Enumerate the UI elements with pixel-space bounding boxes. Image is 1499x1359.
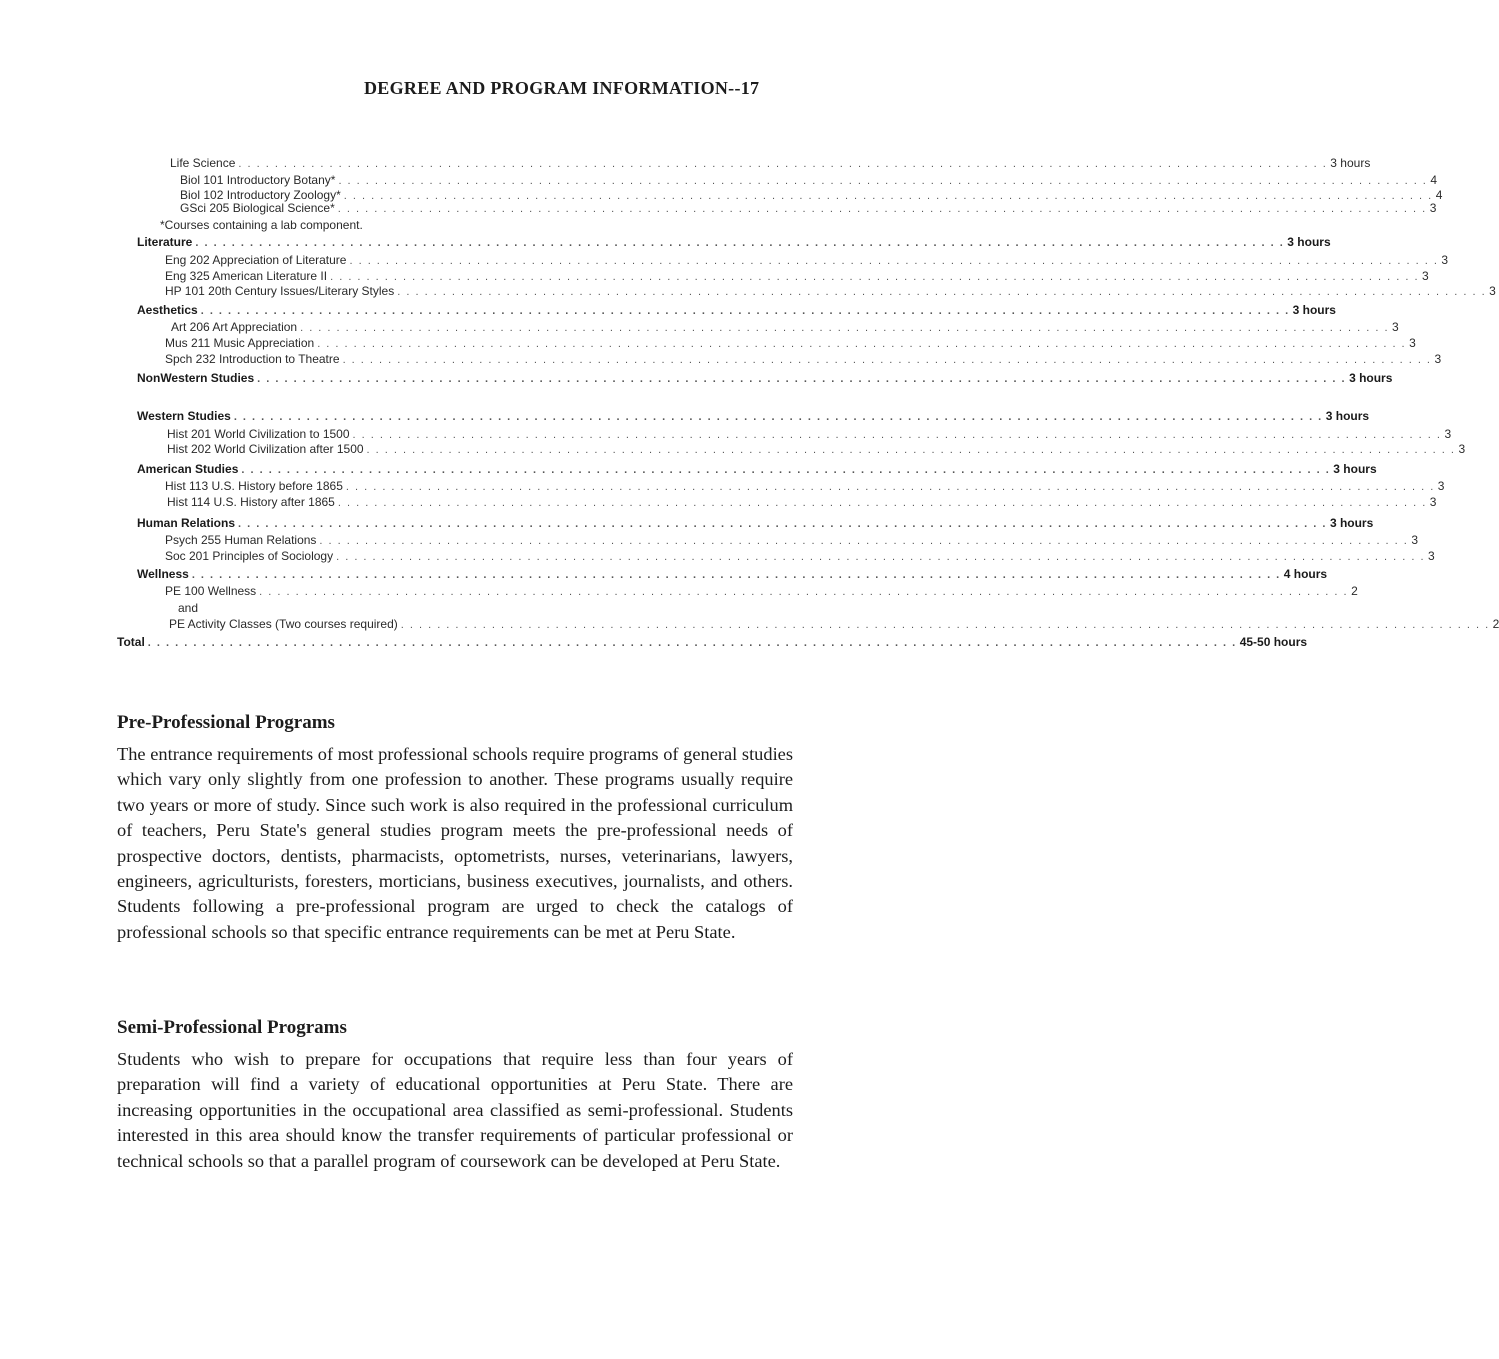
dot-leader: . . . . . . . . . . . . . . . . . . . . . . . . . . . . . . . . . . . . . . . . . . . . . . . . . . . . . . . . . . . . . . . . . . . . . . . . . . . . . . . . . . . . . . . . . . . . . . . . . . . . . . . . . . . . . . . . . . . . . . . . xyxy=(338,175,1428,187)
item-label: Hist 202 World Civilization after 1500 xyxy=(167,442,364,456)
connector-text xyxy=(178,600,740,616)
course-row xyxy=(180,172,1438,188)
item-label: Biol 101 Introductory Botany* xyxy=(180,173,336,187)
item-hours: 3 hours xyxy=(1329,516,1374,530)
category-row xyxy=(137,566,1328,582)
dot-leader: . . . . . . . . . . . . . . . . . . . . . . . . . . . . . . . . . . . . . . . . . . . . . . . . . . . . . . . . . . . . . . . . . . . . . . . . . . . . . . . . . . . . . . . . . . . . . . . . . . . . . . . . . . . . . . . . . . . . . . . . xyxy=(259,586,1349,598)
course-row xyxy=(165,283,1496,299)
dot-leader: . . . . . . . . . . . . . . . . . . . . . . . . . . . . . . . . . . . . . . . . . . . . . . . . . . . . . . . . . . . . . . . . . . . . . . . . . . . . . . . . . . . . . . . . . . . . . . . . . . . . . . . . . . . . . . . . . . . . . . . . xyxy=(336,551,1426,563)
item-label: Spch 232 Introduction to Theatre xyxy=(165,352,340,366)
course-row xyxy=(165,532,1419,548)
category-row xyxy=(137,461,1377,477)
course-row xyxy=(167,441,1466,457)
course-row xyxy=(165,548,1435,564)
item-label: Literature xyxy=(137,235,193,249)
item-label: Art 206 Art Appreciation xyxy=(171,320,298,334)
course-row xyxy=(165,335,1416,351)
category-row xyxy=(137,515,1374,531)
dot-leader: . . . . . . . . . . . . . . . . . . . . . . . . . . . . . . . . . . . . . . . . . . . . . . . . . . . . . . . . . . . . . . . . . . . . . . . . . . . . . . . . . . . . . . . . . . . . . . . . . . . . . . . . . . . . . . . . . . . . . . . . xyxy=(397,286,1487,298)
item-hours: 3 xyxy=(1444,427,1452,441)
course-row xyxy=(171,319,1399,335)
item-hours: 3 xyxy=(1489,284,1496,298)
category-row xyxy=(137,302,1336,318)
item-hours: 3 hours xyxy=(1325,409,1370,423)
footnote xyxy=(160,217,740,233)
item-hours: 4 xyxy=(1430,173,1438,187)
dot-leader: . . . . . . . . . . . . . . . . . . . . . . . . . . . . . . . . . . . . . . . . . . . . . . . . . . . . . . . . . . . . . . . . . . . . . . . . . . . . . . . . . . . . . . . . . . . . . . . . . . . . . . . . . . . . . . . . . . . . . . . . xyxy=(241,464,1331,476)
dot-leader: . . . . . . . . . . . . . . . . . . . . . . . . . . . . . . . . . . . . . . . . . . . . . . . . . . . . . . . . . . . . . . . . . . . . . . . . . . . . . . . . . . . . . . . . . . . . . . . . . . . . . . . . . . . . . . . . . . . . . . . . xyxy=(342,354,1432,366)
item-label: Western Studies xyxy=(137,409,231,423)
category-row xyxy=(137,408,1370,424)
dot-leader: . . . . . . . . . . . . . . . . . . . . . . . . . . . . . . . . . . . . . . . . . . . . . . . . . . . . . . . . . . . . . . . . . . . . . . . . . . . . . . . . . . . . . . . . . . . . . . . . . . . . . . . . . . . . . . . . . . . . . . . . xyxy=(337,203,1427,215)
dot-leader: . . . . . . . . . . . . . . . . . . . . . . . . . . . . . . . . . . . . . . . . . . . . . . . . . . . . . . . . . . . . . . . . . . . . . . . . . . . . . . . . . . . . . . . . . . . . . . . . . . . . . . . . . . . . . . . . . . . . . . . . xyxy=(400,619,1490,631)
item-label: NonWestern Studies xyxy=(137,371,255,385)
dot-leader: . . . . . . . . . . . . . . . . . . . . . . . . . . . . . . . . . . . . . . . . . . . . . . . . . . . . . . . . . . . . . . . . . . . . . . . . . . . . . . . . . . . . . . . . . . . . . . . . . . . . . . . . . . . . . . . . . . . . . . . . xyxy=(147,637,1237,649)
course-row xyxy=(165,268,1429,284)
section-title-semi-professional: Semi-Professional Programs xyxy=(117,1017,347,1038)
course-row xyxy=(167,494,1437,510)
section-title-pre-professional: Pre-Professional Programs xyxy=(117,712,335,733)
item-hours: 3 hours xyxy=(1292,303,1336,317)
dot-leader: . . . . . . . . . . . . . . . . . . . . . . . . . . . . . . . . . . . . . . . . . . . . . . . . . . . . . . . . . . . . . . . . . . . . . . . . . . . . . . . . . . . . . . . . . . . . . . . . . . . . . . . . . . . . . . . . . . . . . . . . xyxy=(337,497,1427,509)
item-hours: 3 xyxy=(1437,479,1445,493)
item-hours: 3 hours xyxy=(1349,371,1393,385)
dot-leader: . . . . . . . . . . . . . . . . . . . . . . . . . . . . . . . . . . . . . . . . . . . . . . . . . . . . . . . . . . . . . . . . . . . . . . . . . . . . . . . . . . . . . . . . . . . . . . . . . . . . . . . . . . . . . . . . . . . . . . . . xyxy=(349,255,1439,267)
item-label: Life Science xyxy=(170,156,236,170)
item-label: Hist 201 World Civilization to 1500 xyxy=(167,427,350,441)
course-row xyxy=(165,351,1442,367)
item-label: HP 101 20th Century Issues/Literary Styles xyxy=(165,284,395,298)
course-row xyxy=(165,252,1449,268)
total-row xyxy=(117,634,1308,650)
section-body-semi-professional: Students who wish to prepare for occupations that require less than four years of preparation will find a variety of educational opportunities at Peru State. There are increasing opportunities in the occupational area classified as semi-professional. Students interested in this area should know the transfer requirements of particular professional or technical schools so that a parallel program of coursework can be developed at Peru State. xyxy=(117,1049,793,1171)
item-label: Total xyxy=(117,635,145,649)
course-row xyxy=(169,616,1499,632)
item-label: *Courses containing a lab component. xyxy=(160,218,363,232)
item-label: Soc 201 Principles of Sociology xyxy=(165,549,334,563)
item-label: Biol 102 Introductory Zoology* xyxy=(180,188,341,202)
item-label: American Studies xyxy=(137,462,239,476)
dot-leader: . . . . . . . . . . . . . . . . . . . . . . . . . . . . . . . . . . . . . . . . . . . . . . . . . . . . . . . . . . . . . . . . . . . . . . . . . . . . . . . . . . . . . . . . . . . . . . . . . . . . . . . . . . . . . . . . . . . . . . . . xyxy=(300,322,1389,334)
dot-leader: . . . . . . . . . . . . . . . . . . . . . . . . . . . . . . . . . . . . . . . . . . . . . . . . . . . . . . . . . . . . . . . . . . . . . . . . . . . . . . . . . . . . . . . . . . . . . . . . . . . . . . . . . . . . . . . . . . . . . . . . xyxy=(330,271,1420,283)
item-label: PE 100 Wellness xyxy=(165,584,257,598)
section-body-pre-professional: The entrance requirements of most professional schools require programs of general studies which vary only slightly from one profession to another. These programs usually require two years or more of study. Since such work is also required in the professional curriculum of teachers, Peru State's general studies program meets the pre-professional needs of prospective doctors, dentists, pharmacists, optometrists, nurses, veterinarians, lawyers, engineers, agriculturists, foresters, morticians, business executives, journalists, and others. Students following a pre-professional program are urged to check the catalogs of professional schools so that specific entrance requirements can be met at Peru State. xyxy=(117,744,793,942)
dot-leader: . . . . . . . . . . . . . . . . . . . . . . . . . . . . . . . . . . . . . . . . . . . . . . . . . . . . . . . . . . . . . . . . . . . . . . . . . . . . . . . . . . . . . . . . . . . . . . . . . . . . . . . . . . . . . . . . . . . . . . . . xyxy=(200,305,1290,317)
dot-leader: . . . . . . . . . . . . . . . . . . . . . . . . . . . . . . . . . . . . . . . . . . . . . . . . . . . . . . . . . . . . . . . . . . . . . . . . . . . . . . . . . . . . . . . . . . . . . . . . . . . . . . . . . . . . . . . . . . . . . . . . xyxy=(233,411,1323,423)
course-row xyxy=(165,583,1358,599)
item-hours: 3 hours xyxy=(1330,156,1371,170)
dot-leader: . . . . . . . . . . . . . . . . . . . . . . . . . . . . . . . . . . . . . . . . . . . . . . . . . . . . . . . . . . . . . . . . . . . . . . . . . . . . . . . . . . . . . . . . . . . . . . . . . . . . . . . . . . . . . . . . . . . . . . . . xyxy=(366,444,1456,456)
dot-leader: . . . . . . . . . . . . . . . . . . . . . . . . . . . . . . . . . . . . . . . . . . . . . . . . . . . . . . . . . . . . . . . . . . . . . . . . . . . . . . . . . . . . . . . . . . . . . . . . . . . . . . . . . . . . . . . . . . . . . . . . xyxy=(345,481,1435,493)
dot-leader: . . . . . . . . . . . . . . . . . . . . . . . . . . . . . . . . . . . . . . . . . . . . . . . . . . . . . . . . . . . . . . . . . . . . . . . . . . . . . . . . . . . . . . . . . . . . . . . . . . . . . . . . . . . . . . . . . . . . . . . . xyxy=(238,158,1328,170)
item-label: Hist 113 U.S. History before 1865 xyxy=(165,479,343,493)
item-hours: 2 xyxy=(1492,617,1499,631)
item-hours: 3 xyxy=(1429,201,1437,215)
dot-leader: . . . . . . . . . . . . . . . . . . . . . . . . . . . . . . . . . . . . . . . . . . . . . . . . . . . . . . . . . . . . . . . . . . . . . . . . . . . . . . . . . . . . . . . . . . . . . . . . . . . . . . . . . . . . . . . . . . . . . . . . xyxy=(191,569,1281,581)
item-label: Psych 255 Human Relations xyxy=(165,533,317,547)
item-label: Aesthetics xyxy=(137,303,198,317)
item-hours: 3 xyxy=(1409,336,1416,350)
item-hours: 45-50 hours xyxy=(1239,635,1308,649)
item-hours: 3 xyxy=(1411,533,1419,547)
item-hours: 3 xyxy=(1434,352,1442,366)
item-hours: 3 xyxy=(1429,495,1437,509)
item-label: Human Relations xyxy=(137,516,236,530)
item-label: Wellness xyxy=(137,567,189,581)
item-hours: 3 xyxy=(1441,253,1449,267)
category-row xyxy=(137,370,1393,386)
course-row xyxy=(180,200,1437,216)
course-row xyxy=(167,426,1452,442)
item-label: PE Activity Classes (Two courses required) xyxy=(169,617,398,631)
dot-leader: . . . . . . . . . . . . . . . . . . . . . . . . . . . . . . . . . . . . . . . . . . . . . . . . . . . . . . . . . . . . . . . . . . . . . . . . . . . . . . . . . . . . . . . . . . . . . . . . . . . . . . . . . . . . . . . . . . . . . . . . xyxy=(238,518,1327,530)
item-label: Mus 211 Music Appreciation xyxy=(165,336,315,350)
item-hours: 3 xyxy=(1392,320,1399,334)
category-row xyxy=(137,234,1331,250)
item-label: Hist 114 U.S. History after 1865 xyxy=(167,495,335,509)
dot-leader: . . . . . . . . . . . . . . . . . . . . . . . . . . . . . . . . . . . . . . . . . . . . . . . . . . . . . . . . . . . . . . . . . . . . . . . . . . . . . . . . . . . . . . . . . . . . . . . . . . . . . . . . . . . . . . . . . . . . . . . . xyxy=(319,535,1409,547)
item-hours: 4 hours xyxy=(1283,567,1328,581)
dot-leader: . . . . . . . . . . . . . . . . . . . . . . . . . . . . . . . . . . . . . . . . . . . . . . . . . . . . . . . . . . . . . . . . . . . . . . . . . . . . . . . . . . . . . . . . . . . . . . . . . . . . . . . . . . . . . . . . . . . . . . . . xyxy=(195,237,1285,249)
item-label: Eng 202 Appreciation of Literature xyxy=(165,253,347,267)
item-hours: 3 hours xyxy=(1333,462,1377,476)
item-hours: 4 xyxy=(1435,188,1443,202)
item-hours: 2 xyxy=(1351,584,1358,598)
item-label: GSci 205 Biological Science* xyxy=(180,201,335,215)
dot-leader: . . . . . . . . . . . . . . . . . . . . . . . . . . . . . . . . . . . . . . . . . . . . . . . . . . . . . . . . . . . . . . . . . . . . . . . . . . . . . . . . . . . . . . . . . . . . . . . . . . . . . . . . . . . . . . . . . . . . . . . . xyxy=(343,190,1433,202)
dot-leader: . . . . . . . . . . . . . . . . . . . . . . . . . . . . . . . . . . . . . . . . . . . . . . . . . . . . . . . . . . . . . . . . . . . . . . . . . . . . . . . . . . . . . . . . . . . . . . . . . . . . . . . . . . . . . . . . . . . . . . . . xyxy=(257,373,1347,385)
category-row xyxy=(170,155,1371,171)
item-hours: 3 xyxy=(1458,442,1466,456)
dot-leader: . . . . . . . . . . . . . . . . . . . . . . . . . . . . . . . . . . . . . . . . . . . . . . . . . . . . . . . . . . . . . . . . . . . . . . . . . . . . . . . . . . . . . . . . . . . . . . . . . . . . . . . . . . . . . . . . . . . . . . . . xyxy=(352,429,1442,441)
item-hours: 3 xyxy=(1422,269,1429,283)
course-row xyxy=(165,478,1445,494)
item-hours: 3 hours xyxy=(1287,235,1331,249)
dot-leader: . . . . . . . . . . . . . . . . . . . . . . . . . . . . . . . . . . . . . . . . . . . . . . . . . . . . . . . . . . . . . . . . . . . . . . . . . . . . . . . . . . . . . . . . . . . . . . . . . . . . . . . . . . . . . . . . . . . . . . . . xyxy=(317,338,1407,350)
item-label: and xyxy=(178,601,199,615)
item-hours: 3 xyxy=(1428,549,1435,563)
item-label: Eng 325 American Literature II xyxy=(165,269,328,283)
page-header: DEGREE AND PROGRAM INFORMATION--17 xyxy=(364,78,760,98)
